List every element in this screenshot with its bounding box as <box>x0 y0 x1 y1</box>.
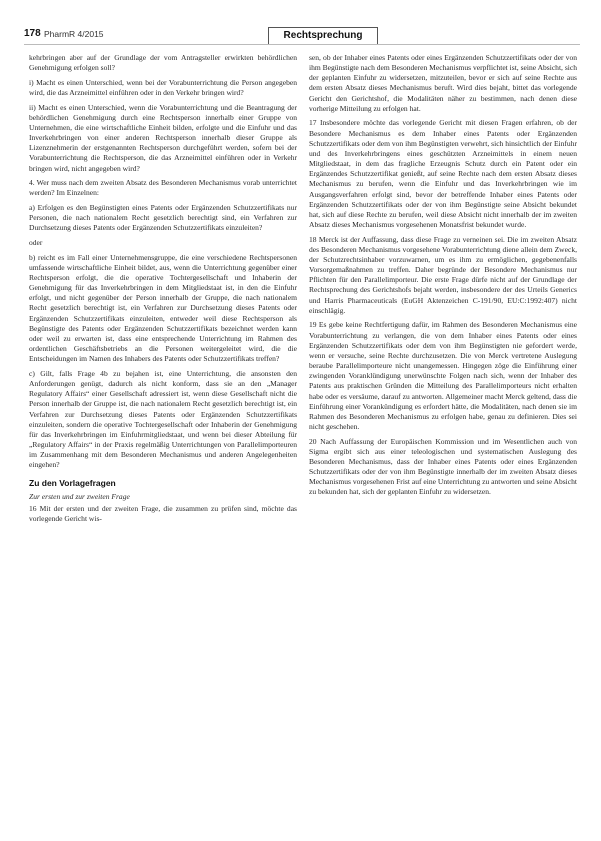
header-rule <box>24 44 580 45</box>
paragraph: 17 Insbesondere möchte das vorlegende Gericht mit diesen Fragen erfahren, ob der Besondere Mechanismus es dem Inhaber eines Patents oder Ergänzenden Schutzzertifikats oder dem von ihm Begünstigten verwehrt, sich hinsichtlich der Einfuhr und des Inverkehrbringens eines geschützten Arzneimittels in einem neuen Mitgliedstaat, in dem das fragliche Erzeugnis Schutz durch ein Patent oder ein Ergänzendes Schutzzertifikat genießt, auf seine Rechte nach dem ersten Absatz dieses Mechanismus zu berufen, wenn die Einfuhr und das Inverkehrbringen wie im Ausgangsverfahren erfolgt sind, bevor der betreffende Inhaber eines Patents oder Ergänzenden Schutzzertifikats oder der von ihm Begünstigte seine Absicht bekundet hat, sich auf diese Rechte zu berufen, weil diese Absicht nicht innerhalb der im zweiten Absatz dieses Mechanismus vorgesehenen Monatsfrist bekundet wurde. <box>309 118 577 229</box>
subsection-heading: Zur ersten und zur zweiten Frage <box>29 491 130 501</box>
paragraph: c) Gilt, falls Frage 4b zu bejahen ist, eine Unterrichtung, die ansonsten den Anforderungen genügt, dadurch als nicht konform, dass sie an den „Manager Regulatory Affairs“ einer Gesellschaft adressiert ist, wenn diese Gesellschaft nicht die Person innerhalb der Gruppe ist, die nach nationalem Recht gesetzlich berechtigt ist, ein Verfahren zur Durchsetzung dieses Patents oder Ergänzenden Schutzzertifikats einzuleiten, sondern die operative Tochtergesellschaft oder Inhaberin der Genehmigung für das Inverkehrbringen im Einfuhrmitgliedstaat, und wenn bei dieser Abteilung für „Regulatory Affairs“ in der Praxis regelmäßig Unterrichtungen von Parallelimporteuren im Zusammenhang mit dem Besonderen Mechanismus und anderen Angelegenheiten eingehen? <box>29 368 297 470</box>
section-label: Rechtsprechung <box>268 27 378 45</box>
paragraph: 18 Merck ist der Auffassung, dass diese Frage zu verneinen sei. Die im zweiten Absatz des Besonderen Mechanismus vorgesehene Vorabunterrichtung diene allein dem Zweck, der Schutzrechtsinhaber vorzuwarnen, um es ihm zu ermöglichen, gegebenenfalls Vorsorgemaßnahmen zu treffen. Daher begründe der Besondere Mechanismus nur Pflichten für den Parallelimporteur. Die erste Frage dürfe nicht auf der Grundlage der Rechtsprechung des Gerichtshofs bejaht werden, insbesondere der des Urteils Generics und Harris Pharmaceuticals (EuGH Aktenzeichen C-191/90, EU:C:1992:407) nicht einschlägig. <box>309 234 577 315</box>
paragraph: 20 Nach Auffassung der Europäischen Kommission und im Wesentlichen auch von Sigma ergibt sich aus einer teleologischen und systematischen Auslegung des Besonderen Mechanismus, dass der Inhaber eines Patents oder eines Ergänzenden Schutzzertifikats oder der von ihm Begünstigte innerhalb der im zweiten Absatz dieses Mechanismus vorgesehenen Frist auf eine Unterrichtung zu antworten und seine Absicht zu bekunden hat, sich der geplanten Einfuhr zu widersetzen. <box>309 436 577 497</box>
paragraph: sen, ob der Inhaber eines Patents oder eines Ergänzenden Schutzzertifikats oder der von ihm Begünstigte nach dem Besonderen Mechanismus verpflichtet ist, seine Absicht, sich der geplanten Einfuhr zu widersetzen, mitzuteilen, bevor er sich auf seine Rechte aus dem ersten Absatz dieses Mechanismus beruft. Wird dies bejaht, bittet das vorlegende Gericht den Gerichtshof, die Modalitäten näher zu bestimmen, nach denen diese vorherige Mitteilung zu erfolgen hat. <box>309 53 577 113</box>
paragraph: oder <box>29 238 43 247</box>
paragraph: ii) Macht es einen Unterschied, wenn die Vorabunterrichtung und die Beantragung der behördlichen Genehmigung durch eine Rechtsperson innerhalb einer Gruppe von Unternehmen, die eine wirtschaftliche Einheit bilden, erfolgte und die Einfuhr und das Inverkehrbringen von einer anderen Rechtsperson innerhalb dieser Gruppe als Lizenznehmerin der erstgenannten Rechtsperson durchgeführt werden, sofern bei der Vorabunterrichtung die Rechtsperson, die das Arzneimittel einführen oder in Verkehr bringen wird, nicht angegeben wird? <box>29 102 297 173</box>
page-number: 178 <box>24 28 41 39</box>
left-column <box>29 53 297 529</box>
paragraph: i) Macht es einen Unterschied, wenn bei der Vorabunterrichtung die Person angegeben wird, die das Arzneimittel einführen oder in den Verkehr bringen wird? <box>29 77 297 97</box>
paragraph: 4. Wer muss nach dem zweiten Absatz des Besonderen Mechanismus vorab unterrichtet werden? Im Einzelnen: <box>29 178 297 198</box>
paragraph: 16 Mit der ersten und der zweiten Frage, die zusammen zu prüfen sind, möchte das vorlegende Gericht wis- <box>29 503 297 523</box>
paragraph: b) reicht es im Fall einer Unternehmensgruppe, die eine verschiedene Rechtspersonen umfassende wirtschaftliche Einheit bildet, aus, wenn die Unterrichtung gegenüber einer Rechtsperson erfolgt, die die operative Tochtergesellschaft und Inhaberin der Genehmigung für das Inverkehrbringen in dem Mitgliedstaat ist, in den die Einfuhr erfolgt, und nicht gegenüber der Person innerhalb der Gruppe, die nach nationalem Recht gesetzlich berechtigt ist, ein Verfahren zur Durchsetzung dieses Patents oder Ergänzenden Schutzzertifikats einzuleiten, entweder weil diese Rechtsperson als Begünstigte des Patents oder Ergänzenden Schutzzertifikats bezeichnet werden kann oder weil zu erwarten ist, dass eine entsprechende Unterrichtung im Rahmen des ordentlichen Geschäftsbetriebs an die Personen weitergeleitet wird, die die Entscheidungen im Namen des Inhabers des Patents oder Schutzzertifikats treffen? <box>29 252 297 364</box>
right-column <box>309 53 577 502</box>
section-heading: Zu den Vorlagefragen <box>29 478 116 489</box>
paragraph: 19 Es gebe keine Rechtfertigung dafür, im Rahmen des Besonderen Mechanismus eine Vorabunterrichtung zu verlangen, die von dem Inhaber eines Patents oder eines Ergänzenden Schutzzertifikats oder dem von ihm Begünstigten nie gefordert werde, wenn er versuche, seine Rechte durchzusetzen. Die von Merck vertretene Auslegung beraube Parallelimporteure nicht unangemessen. Hingegen zöge die Einführung einer zwingenden Voranklündigung unerwünschte Folgen nach sich, wenn der Inhaber des Patents aus praktischen Gründen die Mitteilung des Parallelimporteurs nicht erhalten habe oder es versäume, darauf zu antworten. Allgemeiner macht Merck geltend, dass die Einführung einer Vorankündigung es erfordert hätte, die Modalitäten, nach denen sie im Rahmen des Besonderen Mechanismus zu erfolgen habe, genau zu definieren. Dies sei nicht geschehen. <box>309 320 577 431</box>
paragraph: kehrbringen aber auf der Grundlage der vom Antragsteller erwirkten behördlichen Genehmigung erfolgen soll? <box>29 53 297 73</box>
journal-name: PharmR 4/2015 <box>44 29 104 39</box>
paragraph: a) Erfolgen es den Begünstigten eines Patents oder Ergänzenden Schutzzertifikats nur Personen, die nach nationalem Recht gesetzlich berechtigt sind, ein Verfahren zur Durchsetzung dieses Patents oder Ergänzenden Schutzzertifikats einzuleiten? <box>29 203 297 233</box>
